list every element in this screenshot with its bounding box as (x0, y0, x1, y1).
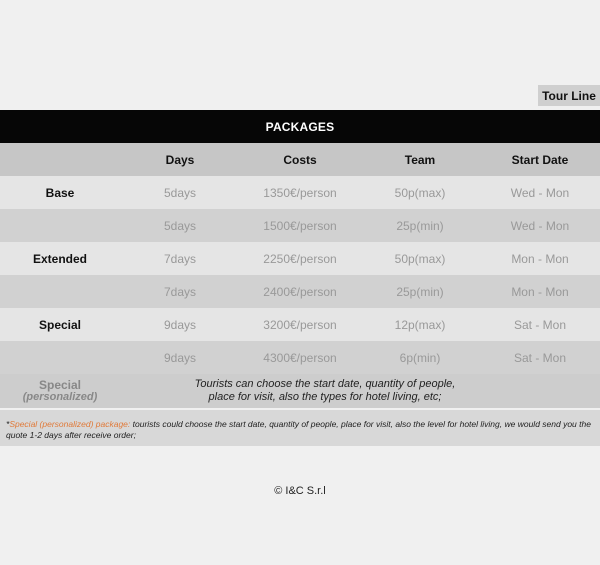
special-personalized-label (0, 379, 120, 403)
start-date-cell: Mon - Mon (511, 284, 569, 299)
days-cell: 5days (163, 185, 197, 200)
tour-line-tab[interactable]: Tour Line (538, 85, 600, 106)
cost-cell: 2250€/person (263, 251, 337, 266)
packages-header: PACKAGES (0, 110, 600, 143)
table-row (0, 275, 600, 308)
personalized-sublabel: (personalized) (22, 391, 98, 403)
start-date-cell: Sat - Mon (513, 350, 567, 365)
cost-cell: 1350€/person (263, 185, 337, 200)
start-date-cell: Wed - Mon (510, 218, 570, 233)
start-date-cell: Wed - Mon (510, 185, 570, 200)
packages-table (0, 143, 600, 408)
table-row (0, 176, 600, 209)
package-name: Extended (32, 251, 87, 266)
days-cell: 9days (163, 317, 197, 332)
description-line-2: place for visit, also the types for hotel living, etc; (208, 391, 442, 403)
table-row (0, 308, 600, 341)
package-name: Special (38, 317, 82, 332)
header-cell-start-date: Start Date (511, 152, 569, 167)
table-header-row (0, 143, 600, 176)
days-cell: 9days (163, 350, 197, 365)
special-label: Special (38, 378, 82, 392)
start-date-cell: Mon - Mon (511, 251, 569, 266)
header-cell-team: Team (404, 152, 436, 167)
cost-cell: 1500€/person (263, 218, 337, 233)
cost-cell: 2400€/person (263, 284, 337, 299)
special-personalized-row (0, 374, 600, 408)
footnote (0, 410, 600, 446)
team-cell: 25p(min) (396, 218, 444, 233)
special-personalized-description (120, 378, 600, 404)
cost-cell: 4300€/person (263, 350, 337, 365)
footnote-highlight: Special (personalized) package: (9, 419, 131, 429)
header-cell-costs: Costs (283, 152, 317, 167)
team-cell: 6p(min) (399, 350, 441, 365)
table-row (0, 209, 600, 242)
package-name: Base (45, 185, 75, 200)
days-cell: 7days (163, 251, 197, 266)
description-line-1: Tourists can choose the start date, quantity of people, (194, 378, 456, 390)
cost-cell: 3200€/person (263, 317, 337, 332)
copyright-footer: © I&C S.r.l (274, 485, 326, 497)
header-cell-days: Days (165, 152, 195, 167)
start-date-cell: Sat - Mon (513, 317, 567, 332)
team-cell: 50p(max) (394, 185, 446, 200)
table-row (0, 242, 600, 275)
team-cell: 25p(min) (396, 284, 444, 299)
days-cell: 7days (163, 284, 197, 299)
footnote-asterisk: * (6, 419, 10, 429)
table-row (0, 341, 600, 374)
team-cell: 50p(max) (394, 251, 446, 266)
team-cell: 12p(max) (394, 317, 446, 332)
footnote-text: tourists could choose the start date, quantity of people, place for visit, also the level for hotel living, we would send you the quote 1-2 days after receive order; (6, 419, 591, 440)
days-cell: 5days (163, 218, 197, 233)
